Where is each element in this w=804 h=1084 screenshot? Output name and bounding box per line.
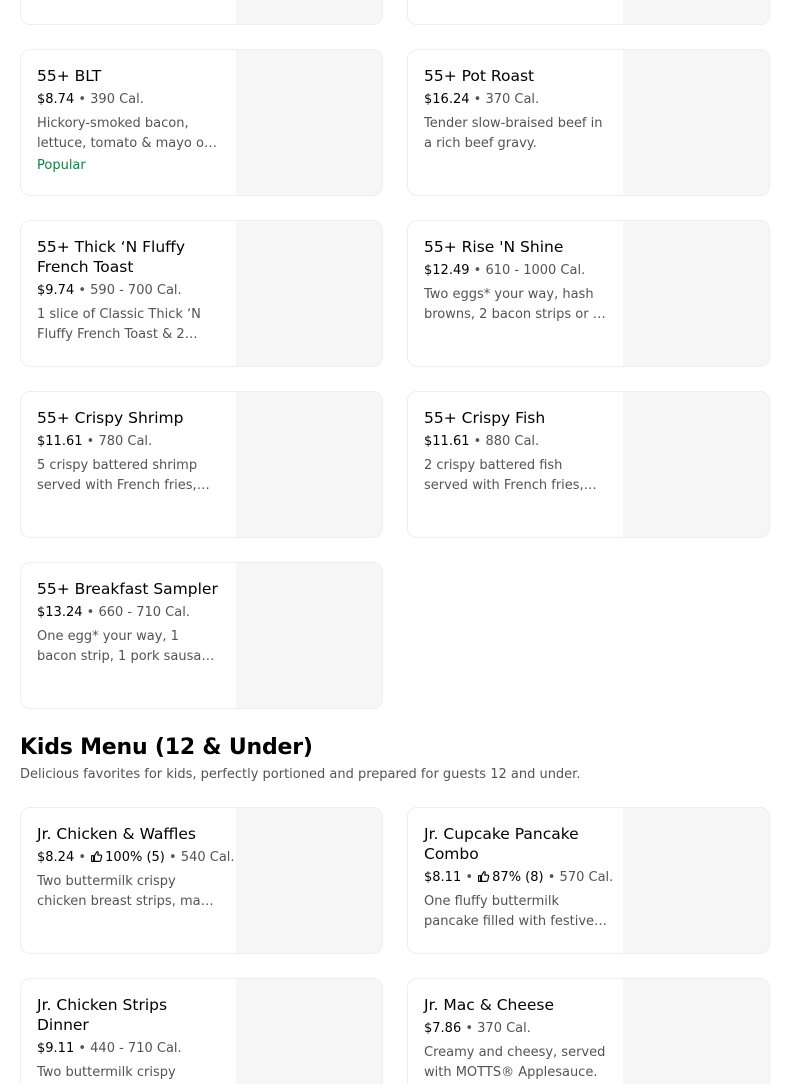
- menu-item-price: $11.61: [424, 434, 470, 449]
- menu-item-info: [37, 408, 221, 496]
- menu-item-image: [236, 392, 382, 537]
- menu-item-calories: 660 - 710 Cal.: [98, 605, 190, 620]
- thumbs-up-icon: [477, 870, 490, 883]
- thumbs-up-icon: [90, 850, 103, 863]
- menu-item-description: Hickory-smoked bacon, lettuce, tomato & mayo on: [37, 116, 213, 151]
- section-title-kids-menu: Kids Menu (12 & Under): [20, 735, 313, 760]
- menu-item-info: [37, 237, 221, 345]
- menu-item-calories: 370 Cal.: [477, 1021, 531, 1036]
- kids-menu-grid: [20, 807, 770, 1084]
- menu-item-image: [236, 0, 382, 24]
- menu-item-price: $16.24: [424, 92, 470, 107]
- menu-item-meta: $8.74 • 390 Cal.: [37, 92, 144, 107]
- menu-item-description: 2 crispy battered fish served with French fries,: [424, 458, 584, 493]
- menu-item-title: 55+ Thick ‘N Fluffy French Toast: [37, 238, 186, 276]
- menu-item-card[interactable]: [407, 220, 770, 367]
- menu-item-info: [37, 995, 221, 1084]
- menu-item-info: [424, 824, 614, 932]
- menu-item-image: [623, 221, 769, 366]
- menu-item-card[interactable]: [20, 49, 383, 196]
- menu-item-price: $9.74: [37, 283, 75, 298]
- menu-item-card[interactable]: [407, 978, 770, 1084]
- menu-item-image: [236, 563, 382, 708]
- menu-item-card[interactable]: [20, 807, 383, 954]
- menu-item-description: Two eggs* your way, hash browns, 2 bacon strips or 2: [424, 287, 601, 322]
- menu-item-title: Jr. Chicken Strips Dinner: [37, 996, 168, 1034]
- menu-item-image: [623, 50, 769, 195]
- menu-item-calories: 610 - 1000 Cal.: [485, 263, 586, 278]
- menu-item-meta: $9.74 • 590 - 700 Cal.: [37, 283, 182, 298]
- menu-item-calories: 880 Cal.: [485, 434, 540, 449]
- menu-item-image: [236, 979, 382, 1084]
- menu-item-description: 5 crispy battered shrimp served with French fries,: [37, 458, 198, 493]
- menu-item-meta: $11.61 • 880 Cal.: [424, 434, 540, 449]
- menu-item-image: [623, 0, 769, 24]
- menu-item-info: [37, 66, 221, 176]
- menu-item-card-partial[interactable]: [407, 0, 770, 25]
- menu-item-calories: 780 Cal.: [98, 434, 153, 449]
- menu-item-price: $8.74: [37, 92, 75, 107]
- menu-item-info: [424, 408, 608, 496]
- menu-item-price: $7.86: [424, 1021, 462, 1036]
- senior-menu-grid: [20, 49, 770, 709]
- menu-item-title: 55+ Rise 'N Shine: [424, 238, 564, 256]
- menu-item-meta: $12.49 • 610 - 1000 Cal.: [424, 263, 586, 278]
- menu-item-card[interactable]: [20, 391, 383, 538]
- menu-item-image: [236, 50, 382, 195]
- menu-item-card[interactable]: [407, 49, 770, 196]
- menu-item-price: $11.61: [37, 434, 83, 449]
- menu-item-price: $8.11: [424, 870, 462, 885]
- menu-item-meta: $8.24 • 100% (5) • 540 Cal.: [37, 850, 235, 865]
- menu-item-calories: 570 Cal.: [559, 870, 614, 885]
- menu-item-info: [424, 66, 608, 154]
- menu-item-image: [623, 808, 769, 953]
- menu-item-card[interactable]: [407, 391, 770, 538]
- menu-item-image: [236, 221, 382, 366]
- menu-item-calories: 440 - 710 Cal.: [90, 1041, 182, 1056]
- menu-item-calories: 590 - 700 Cal.: [90, 283, 182, 298]
- menu-item-title: Jr. Cupcake Pancake Combo: [424, 825, 579, 863]
- menu-item-info: [37, 824, 235, 912]
- menu-item-image: [623, 979, 769, 1084]
- menu-item-meta: $8.11 • 87% (8) • 570 Cal.: [424, 870, 614, 885]
- menu-item-image: [623, 392, 769, 537]
- menu-item-description: 1 slice of Classic Thick ‘N Fluffy French Toast & 2: [37, 307, 201, 342]
- menu-item-info: [37, 579, 221, 667]
- menu-item-card[interactable]: [20, 220, 383, 367]
- menu-item-price: $13.24: [37, 605, 83, 620]
- menu-item-meta: $7.86 • 370 Cal.: [424, 1021, 531, 1036]
- section-description-kids-menu: Delicious favorites for kids, perfectly portioned and prepared for guests 12 and under.: [20, 767, 581, 782]
- menu-item-rating: 100% (5): [105, 850, 165, 865]
- menu-item-meta: $13.24 • 660 - 710 Cal.: [37, 605, 190, 620]
- popular-badge: Popular: [37, 158, 86, 173]
- menu-item-price: $8.24: [37, 850, 75, 865]
- menu-item-calories: 370 Cal.: [485, 92, 540, 107]
- menu-item-info: [424, 995, 608, 1083]
- menu-item-card[interactable]: [20, 562, 383, 709]
- menu-item-title: 55+ Crispy Shrimp: [37, 409, 184, 427]
- menu-item-price: $12.49: [424, 263, 470, 278]
- menu-item-meta: $11.61 • 780 Cal.: [37, 434, 153, 449]
- menu-item-rating: 87% (8): [492, 870, 544, 885]
- menu-item-meta: $16.24 • 370 Cal.: [424, 92, 540, 107]
- menu-item-card[interactable]: [407, 807, 770, 954]
- menu-item-description: Creamy and cheesy, served with MOTTS® Applesauce.: [424, 1045, 606, 1080]
- menu-item-calories: 540 Cal.: [180, 850, 235, 865]
- menu-item-title: 55+ Pot Roast: [424, 67, 535, 85]
- menu-item-title: 55+ BLT: [37, 67, 102, 85]
- menu-item-title: Jr. Chicken & Waffles: [37, 825, 197, 843]
- menu-item-title: Jr. Mac & Cheese: [424, 996, 555, 1014]
- menu-item-card-partial[interactable]: [20, 0, 383, 25]
- menu-item-card[interactable]: [20, 978, 383, 1084]
- menu-item-price: $9.11: [37, 1041, 75, 1056]
- menu-item-description: One egg* your way, 1 bacon strip, 1 pork sausage: [37, 629, 218, 664]
- menu-item-image: [236, 808, 382, 953]
- menu-item-description: Tender slow-braised beef in a rich beef gravy.: [424, 116, 603, 151]
- menu-item-calories: 390 Cal.: [90, 92, 144, 107]
- menu-item-title: 55+ Crispy Fish: [424, 409, 546, 427]
- menu-item-info: [424, 237, 608, 325]
- menu-item-description: One fluffy buttermilk pancake filled with festive: [424, 894, 595, 929]
- menu-item-meta: $9.11 • 440 - 710 Cal.: [37, 1041, 182, 1056]
- menu-item-title: 55+ Breakfast Sampler: [37, 580, 218, 598]
- menu-item-description: Two buttermilk crispy: [37, 1065, 176, 1080]
- menu-item-description: Two buttermilk crispy chicken breast strips, made: [37, 874, 217, 909]
